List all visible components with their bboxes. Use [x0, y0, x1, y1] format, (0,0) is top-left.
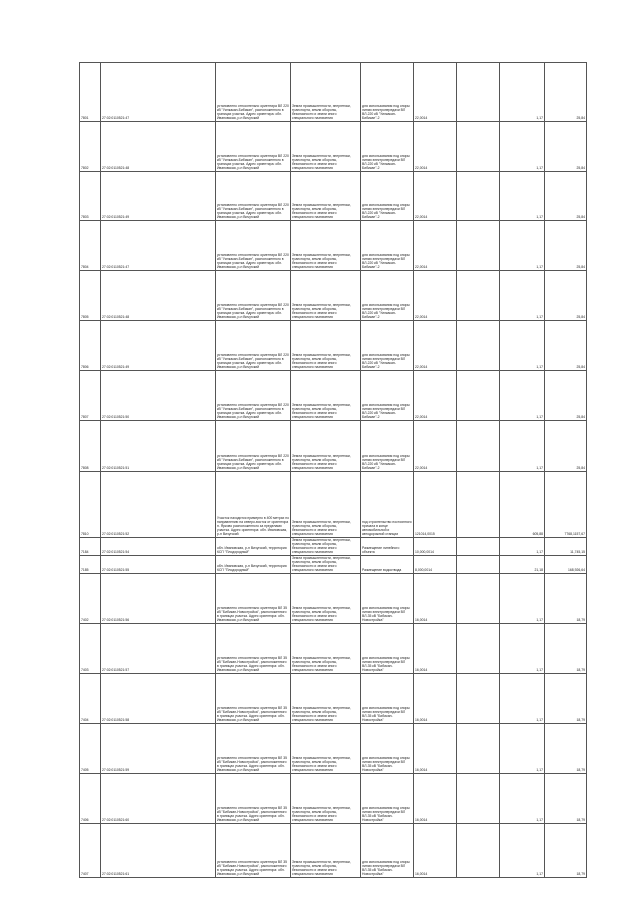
permitted-use-cell: для использования под опоры линии электропередачи ВЛ ВЛ-35 кВ "Бибикан-Новостройка" [361, 824, 414, 878]
permitted-use-cell: для использования под опоры линии электропередачи ВЛ ВЛ-35 кВ "Бибикан-Новостройка" [361, 724, 414, 774]
land-category-cell: Земли промышленности, энергетики, транспорта, земли обороны, безопасности и земли иного специального назначения [291, 421, 361, 472]
value-cell: 25,84 [545, 421, 587, 472]
location-cell: установлено относительно ориентира ВЛ 35 кВ "Бибикан-Новостройка", расположенного в границах участка. Адрес ориентира: обл. Ивановская, р-н Вичугский [216, 574, 291, 624]
permitted-use-cell: для использования под опоры линии электропередачи ВЛ ВЛ-220 кВ "Уилкакан-Бибикан"-2 [361, 122, 414, 172]
value-cell: 25,84 [545, 271, 587, 321]
table-row [80, 63, 587, 122]
row-number-cell: 7404 [80, 674, 101, 724]
area-cell: 8,000,0014 [414, 556, 457, 574]
area-cell: 16,0014 [414, 674, 457, 724]
cadastral-number-cell: 27:02:0110521:58 [101, 674, 216, 724]
location-cell: установлено относительно ориентира ВЛ 220 кВ "Уилкакан-Бибикан", расположенного в границах участка. Адрес ориентира: обл. Ивановская, р-н Вичугский [216, 63, 291, 122]
empty-cell [457, 556, 500, 574]
row-number-cell: 7803 [80, 172, 101, 221]
value-cell: 25,84 [545, 321, 587, 371]
land-category-cell: Земли промышленности, энергетики, транспорта, земли обороны, безопасности и земли иного специального назначения [291, 63, 361, 122]
value-cell: 25,84 [545, 221, 587, 271]
cadastral-number-cell: 27:02:0110521:49 [101, 321, 216, 371]
cadastral-number-cell: 27:02:0110521:47 [101, 63, 216, 122]
table-row [80, 271, 587, 321]
table-row [80, 321, 587, 371]
share-cell: 1,17 [500, 271, 545, 321]
row-number-cell: 7807 [80, 371, 101, 421]
cadastral-number-cell: 27:02:0110521:59 [101, 724, 216, 774]
area-cell: 16,0014 [414, 624, 457, 674]
value-cell: 25,84 [545, 371, 587, 421]
area-cell: 22,0014 [414, 371, 457, 421]
share-cell: 1,17 [500, 674, 545, 724]
cadastral-number-cell: 27:02:0110521:52 [101, 472, 216, 538]
row-number-cell: 7406 [80, 774, 101, 824]
location-cell: установлено относительно ориентира ВЛ 35 кВ "Бибикан-Новостройка", расположенного в границах участка. Адрес ориентира: обл. Ивановская, р-н Вичугский [216, 624, 291, 674]
area-cell: 22,0014 [414, 172, 457, 221]
share-cell: 1,17 [500, 172, 545, 221]
empty-cell [457, 472, 500, 538]
location-cell: Участок находится примерно в 400 метрах по направлению на северо-восток от ориентира п. Ярково расположенного за пределами участка. Адрес ориентира: обл. Ивановская, р-н Вичугский [216, 472, 291, 538]
table-row [80, 556, 587, 574]
land-category-cell: Земли промышленности, энергетики, транспорта, земли обороны, безопасности и земли иного специального назначения [291, 556, 361, 574]
table-row [80, 172, 587, 221]
table-row [80, 538, 587, 556]
area-cell: 16,0014 [414, 724, 457, 774]
empty-cell [457, 172, 500, 221]
permitted-use-cell: для использования под опоры линии электропередачи ВЛ ВЛ-220 кВ "Уилкакан-Бибикан"-2 [361, 221, 414, 271]
table-row [80, 371, 587, 421]
value-cell: 7768,1157,67 [545, 472, 587, 538]
value-cell: 18,79 [545, 674, 587, 724]
row-number-cell: 7801 [80, 63, 101, 122]
empty-cell [457, 122, 500, 172]
area-cell: 16,0014 [414, 774, 457, 824]
permitted-use-cell: для использования под опоры линии электропередачи ВЛ ВЛ-220 кВ "Уилкакан-Бибикан"-2 [361, 172, 414, 221]
row-number-cell: 7802 [80, 122, 101, 172]
land-plots-table [79, 62, 587, 878]
empty-cell [457, 371, 500, 421]
table-row [80, 221, 587, 271]
row-number-cell: 7808 [80, 421, 101, 472]
share-cell: 21,18 [500, 556, 545, 574]
permitted-use-cell: для использования под опоры линии электропередачи ВЛ ВЛ-220 кВ "Уилкакан-Бибикан"-2 [361, 371, 414, 421]
permitted-use-cell: для использования под опоры линии электропередачи ВЛ ВЛ-35 кВ "Бибикан-Новостройка" [361, 774, 414, 824]
share-cell: 1,17 [500, 724, 545, 774]
empty-cell [457, 774, 500, 824]
location-cell: установлено относительно ориентира ВЛ 35 кВ "Бибикан-Новостройка", расположенного в границах участка. Адрес ориентира: обл. Ивановская, р-н Вичугский [216, 774, 291, 824]
permitted-use-cell: для использования под опоры линии электропередачи ВЛ ВЛ-220 кВ "Уилкакан-Бибикан"-2 [361, 271, 414, 321]
share-cell: 1,17 [500, 574, 545, 624]
location-cell: установлено относительно ориентира ВЛ 220 кВ "Уилкакан-Бибикан", расположенного в границах участка. Адрес ориентира: обл. Ивановская, р-н Вичугский [216, 421, 291, 472]
value-cell: 18,79 [545, 774, 587, 824]
table-row [80, 724, 587, 774]
table-row [80, 774, 587, 824]
share-cell: 1,17 [500, 624, 545, 674]
table-row [80, 824, 587, 878]
table-row [80, 624, 587, 674]
land-category-cell: Земли промышленности, энергетики, транспорта, земли обороны, безопасности и земли иного специального назначения [291, 371, 361, 421]
cadastral-number-cell: 27:02:0110521:56 [101, 574, 216, 624]
empty-cell [457, 63, 500, 122]
land-category-cell: Земли промышленности, энергетики, транспорта, земли обороны, безопасности и земли иного специального назначения [291, 538, 361, 556]
share-cell: 1,17 [500, 421, 545, 472]
row-number-cell: 7185 [80, 556, 101, 574]
land-category-cell: Земли промышленности, энергетики, транспорта, земли обороны, безопасности и земли иного специального назначения [291, 472, 361, 538]
area-cell: 22,0014 [414, 271, 457, 321]
area-cell: 10,000,0014 [414, 538, 457, 556]
table-row [80, 421, 587, 472]
land-category-cell: Земли промышленности, энергетики, транспорта, земли обороны, безопасности и земли иного специального назначения [291, 221, 361, 271]
land-category-cell: Земли промышленности, энергетики, транспорта, земли обороны, безопасности и земли иного специального назначения [291, 824, 361, 878]
row-number-cell: 7806 [80, 321, 101, 371]
location-cell: установлено относительно ориентира ВЛ 35 кВ "Бибикан-Новостройка", расположенного в границах участка. Адрес ориентира: обл. Ивановская, р-н Вичугский [216, 824, 291, 878]
share-cell: 1,17 [500, 122, 545, 172]
area-cell: 22,0014 [414, 122, 457, 172]
cadastral-number-cell: 27:02:0110521:54 [101, 538, 216, 556]
empty-cell [457, 724, 500, 774]
location-cell: установлено относительно ориентира ВЛ 220 кВ "Уилкакан-Бибикан", расположенного в границах участка. Адрес ориентира: обл. Ивановская, р-н Вичугский [216, 172, 291, 221]
table-body [80, 63, 587, 878]
cadastral-number-cell: 27:02:0110521:57 [101, 624, 216, 674]
row-number-cell: 7805 [80, 271, 101, 321]
value-cell: 11,745,15 [545, 538, 587, 556]
area-cell: 16,0014 [414, 824, 457, 878]
location-cell: установлено относительно ориентира ВЛ 35 кВ "Бибикан-Новостройка", расположенного в границах участка. Адрес ориентира: обл. Ивановская, р-н Вичугский [216, 724, 291, 774]
location-cell: установлено относительно ориентира ВЛ 220 кВ "Уилкакан-Бибикан", расположенного в границах участка. Адрес ориентира: обл. Ивановская, р-н Вичугский [216, 371, 291, 421]
empty-cell [457, 321, 500, 371]
land-category-cell: Земли промышленности, энергетики, транспорта, земли обороны, безопасности и земли иного специального назначения [291, 674, 361, 724]
empty-cell [457, 221, 500, 271]
land-category-cell: Земли промышленности, энергетики, транспорта, земли обороны, безопасности и земли иного специального назначения [291, 122, 361, 172]
cadastral-number-cell: 27:02:0110521:50 [101, 371, 216, 421]
table-row [80, 574, 587, 624]
cadastral-number-cell: 27:02:0110521:55 [101, 556, 216, 574]
value-cell: 25,84 [545, 122, 587, 172]
empty-cell [457, 624, 500, 674]
empty-cell [457, 421, 500, 472]
empty-cell [457, 674, 500, 724]
permitted-use-cell: для использования под опоры линии электропередачи ВЛ ВЛ-220 кВ "Уилкакан-Бибикан"-2 [361, 421, 414, 472]
cadastral-number-cell: 27:02:0110521:48 [101, 271, 216, 321]
land-category-cell: Земли промышленности, энергетики, транспорта, земли обороны, безопасности и земли иного специального назначения [291, 321, 361, 371]
cadastral-number-cell: 27:02:0110521:61 [101, 824, 216, 878]
table-row [80, 674, 587, 724]
value-cell: 18,79 [545, 624, 587, 674]
row-number-cell: 7804 [80, 221, 101, 271]
share-cell: 1,17 [500, 538, 545, 556]
location-cell: установлено относительно ориентира ВЛ 220 кВ "Уилкакан-Бибикан", расположенного в границах участка. Адрес ориентира: обл. Ивановская, р-н Вичугский [216, 271, 291, 321]
cadastral-number-cell: 27:02:0110521:49 [101, 172, 216, 221]
value-cell: 18,79 [545, 824, 587, 878]
cadastral-number-cell: 27:02:0110521:48 [101, 122, 216, 172]
value-cell: 25,84 [545, 63, 587, 122]
empty-cell [457, 538, 500, 556]
share-cell: 1,17 [500, 321, 545, 371]
land-category-cell: Земли промышленности, энергетики, транспорта, земли обороны, безопасности и земли иного специального назначения [291, 172, 361, 221]
cadastral-number-cell: 27:02:0110521:60 [101, 774, 216, 824]
row-number-cell: 7405 [80, 724, 101, 774]
permitted-use-cell: для использования под опоры линии электропередачи ВЛ ВЛ-35 кВ "Бибикан-Новостройка" [361, 674, 414, 724]
land-category-cell: Земли промышленности, энергетики, транспорта, земли обороны, безопасности и земли иного специального назначения [291, 574, 361, 624]
empty-cell [457, 574, 500, 624]
area-cell: 22,0014 [414, 421, 457, 472]
row-number-cell: 7184 [80, 538, 101, 556]
location-cell: установлено относительно ориентира ВЛ 220 кВ "Уилкакан-Бибикан", расположенного в границах участка. Адрес ориентира: обл. Ивановская, р-н Вичугский [216, 122, 291, 172]
area-cell: 22,0014 [414, 63, 457, 122]
row-number-cell: 7403 [80, 624, 101, 674]
land-category-cell: Земли промышленности, энергетики, транспорта, земли обороны, безопасности и земли иного специального назначения [291, 271, 361, 321]
location-cell: обл. Ивановская, р-н Вичугский, территория КСП "Плодородный" [216, 556, 291, 574]
land-category-cell: Земли промышленности, энергетики, транспорта, земли обороны, безопасности и земли иного специального назначения [291, 774, 361, 824]
permitted-use-cell: Размещение линейного объекта [361, 538, 414, 556]
share-cell: 1,17 [500, 774, 545, 824]
land-category-cell: Земли промышленности, энергетики, транспорта, земли обороны, безопасности и земли иного специального назначения [291, 624, 361, 674]
share-cell: 1,17 [500, 371, 545, 421]
cadastral-number-cell: 27:02:0110521:51 [101, 421, 216, 472]
empty-cell [457, 271, 500, 321]
location-cell: установлено относительно ориентира ВЛ 220 кВ "Уилкакан-Бибикан", расположенного в границах участка. Адрес ориентира: обл. Ивановская, р-н Вичугский [216, 221, 291, 271]
permitted-use-cell: для использования под опоры линии электропередачи ВЛ ВЛ-220 кВ "Уилкакан-Бибикан"-2 [361, 321, 414, 371]
empty-cell [457, 824, 500, 878]
table-row [80, 122, 587, 172]
value-cell: 168,926,64 [545, 556, 587, 574]
area-cell: 121014,0015 [414, 472, 457, 538]
permitted-use-cell: для использования под опоры линии электропередачи ВЛ ВЛ-35 кВ "Бибикан-Новостройка" [361, 624, 414, 674]
land-category-cell: Земли промышленности, энергетики, транспорта, земли обороны, безопасности и земли иного специального назначения [291, 724, 361, 774]
area-cell: 22,0014 [414, 321, 457, 371]
row-number-cell: 7810 [80, 472, 101, 538]
area-cell: 22,0014 [414, 221, 457, 271]
area-cell: 16,0014 [414, 574, 457, 624]
location-cell: установлено относительно ориентира ВЛ 35 кВ "Бибикан-Новостройка", расположенного в границах участка. Адрес ориентира: обл. Ивановская, р-н Вичугский [216, 674, 291, 724]
permitted-use-cell: под строительство постоянного причала в конце автомобильной и автодорожной станции [361, 472, 414, 538]
share-cell: 1,17 [500, 63, 545, 122]
value-cell: 18,79 [545, 574, 587, 624]
share-cell: 1,17 [500, 824, 545, 878]
permitted-use-cell: Размещение водоотвода [361, 556, 414, 574]
share-cell: 605,88 [500, 472, 545, 538]
cadastral-number-cell: 27:02:0110521:47 [101, 221, 216, 271]
share-cell: 1,17 [500, 221, 545, 271]
table-row [80, 472, 587, 538]
location-cell: установлено относительно ориентира ВЛ 220 кВ "Уилкакан-Бибикан", расположенного в границах участка. Адрес ориентира: обл. Ивановская, р-н Вичугский [216, 321, 291, 371]
row-number-cell: 7402 [80, 574, 101, 624]
row-number-cell: 7407 [80, 824, 101, 878]
location-cell: обл. Ивановская, р-н Вичугский, территория КСП "Плодородный" [216, 538, 291, 556]
value-cell: 18,79 [545, 724, 587, 774]
value-cell: 25,84 [545, 172, 587, 221]
permitted-use-cell: для использования под опоры линии электропередачи ВЛ ВЛ-220 кВ "Уилкакан-Бибикан"-2 [361, 63, 414, 122]
permitted-use-cell: для использования под опоры линии электропередачи ВЛ ВЛ-35 кВ "Бибикан-Новостройка" [361, 574, 414, 624]
